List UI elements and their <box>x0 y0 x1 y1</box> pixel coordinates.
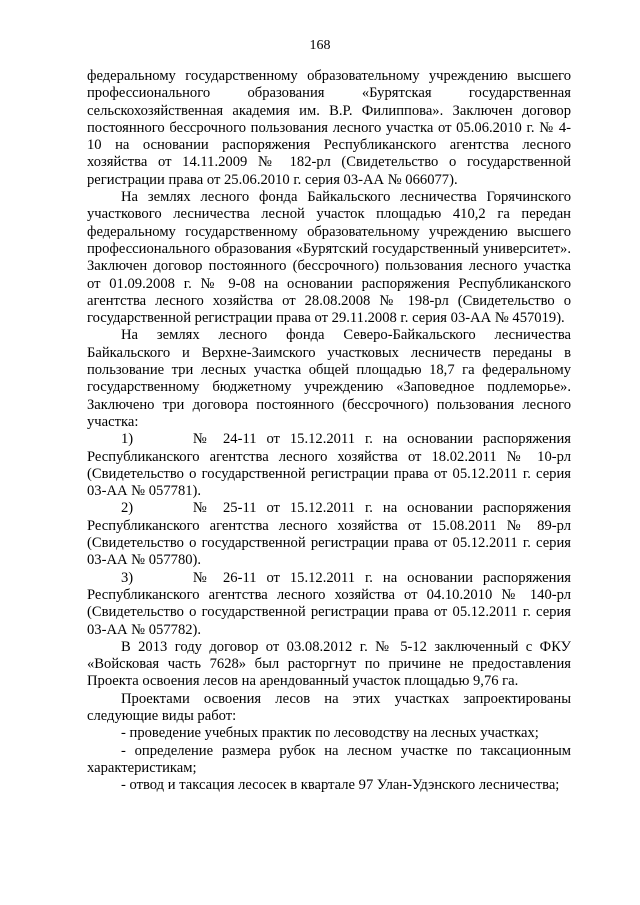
dash-item-allotment-taxation: - отвод и таксация лесосек в квартале 97 Улан-Удэнского лесничества; <box>121 777 560 794</box>
paragraph-terminated-contract: В 2013 году договор от 03.08.2012 г. № 5-12 заключенный с ФКУ «Войсковая часть 7628» был расторгнут по причине не предоставления Проекта освоения лесов на арендованный участок площадью 9,76 га. <box>87 638 571 690</box>
paragraph-severo-baikal-plots: На землях лесного фонда Северо-Байкальского лесничества Байкальского и Верхне-Заимского участковых лесничеств переданы в пользование три лесных участка общей площадью 18,7 га федеральному государственному бюджетному учреждению «Заповедное подлеморье». Заключено три договора постоянного (бессрочного) пользования лесного участка: <box>87 327 571 430</box>
paragraph-goryachinsk-plot: На землях лесного фонда Байкальского лесничества Горячинского участкового лесничества лесной участок площадью 410,2 га передан федеральному государственному образовательному учреждению высшего профессионального образования «Бурятский государственный университет». Заключен договор постоянного (бессрочного) пользования лесного участка от 01.09.2008 г. № 9-08 на основании распоряжения Республиканского агентства лесного хозяйства от 28.08.2008 № 198-рл (Свидетельство о государственной регистрации права от 29.11.2008 г. серия 03-АА № 457019). <box>87 189 571 327</box>
document-body <box>87 68 571 794</box>
list-item-contract-2: 2) № 25-11 от 15.12.2011 г. на основании распоряжения Республиканского агентства лесного хозяйства от 15.08.2011 № 89-рл (Свидетельство о государственной регистрации права от 05.12.2011 г. серия 03-АА № 057780). <box>87 500 571 569</box>
list-item-contract-3: 3) № 26-11 от 15.12.2011 г. на основании распоряжения Республиканского агентства лесного хозяйства от 04.10.2010 № 140-рл (Свидетельство о государственной регистрации права от 05.12.2011 г. серия 03-АА № 057782). <box>87 569 571 638</box>
paragraph-academy-lease: федеральному государственному образовательному учреждению высшего профессионального образования «Бурятская государственная сельскохозяйственная академия им. В.Р. Филиппова». Заключен договор постоянного бессрочного пользования лесного участка от 05.06.2010 г. № 4-10 на основании распоряжения Республиканского агентства лесного хозяйства от 14.11.2009 № 182-рл (Свидетельство о государственной регистрации права от 25.06.2010 г. серия 03-АА № 066077). <box>87 68 571 188</box>
dash-item-practices: - проведение учебных практик по лесоводству на лесных участках; <box>121 725 539 742</box>
list-item-contract-1: 1) № 24-11 от 15.12.2011 г. на основании распоряжения Республиканского агентства лесного хозяйства от 18.02.2011 № 10-рл (Свидетельство о государственной регистрации права от 05.12.2011 г. серия 03-АА № 057781). <box>87 431 571 500</box>
dash-item-felling-size: - определение размера рубок на лесном участке по таксационным характеристикам; <box>87 742 571 776</box>
page-number: 168 <box>309 38 331 53</box>
paragraph-planned-works: Проектами освоения лесов на этих участках запроектированы следующие виды работ: <box>87 690 571 724</box>
